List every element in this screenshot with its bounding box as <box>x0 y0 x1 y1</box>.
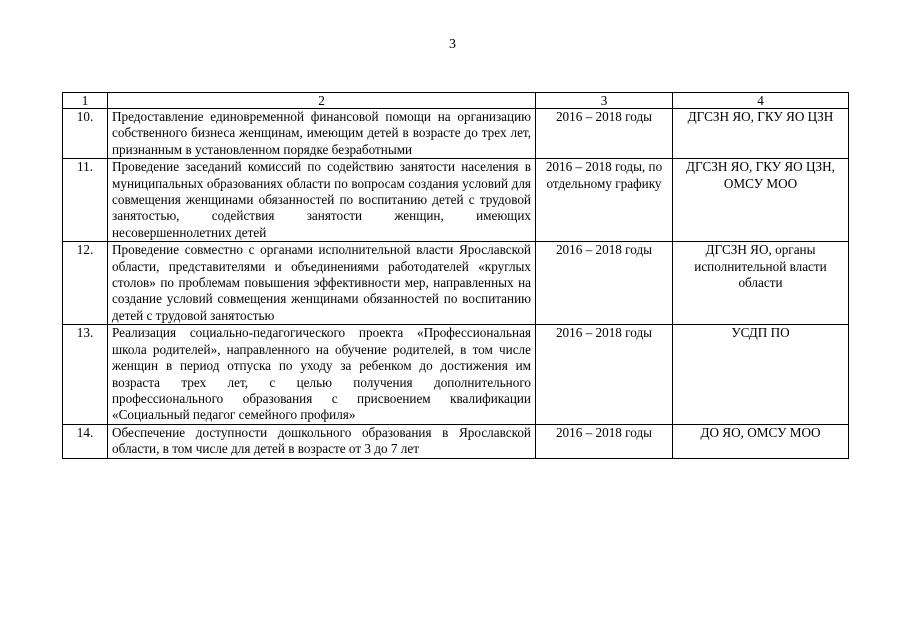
column-header-number: 1 <box>63 93 108 109</box>
responsible-executor: ДГСЗН ЯО, ГКУ ЯО ЦЗН, ОМСУ МОО <box>673 159 849 242</box>
row-number: 10. <box>63 109 108 159</box>
table-row <box>63 109 849 159</box>
responsible-executor: УСДП ПО <box>673 325 849 424</box>
row-number: 11. <box>63 159 108 242</box>
table-row <box>63 242 849 325</box>
implementation-period: 2016 – 2018 годы, по отдельному графику <box>536 159 673 242</box>
measures-table <box>62 92 849 459</box>
implementation-period: 2016 – 2018 годы <box>536 424 673 458</box>
measure-description: Обеспечение доступности дошкольного образования в Ярославской области, в том числе для детей в возрасте от 3 до 7 лет <box>108 424 536 458</box>
page-number: 3 <box>449 37 456 52</box>
responsible-executor: ДГСЗН ЯО, ГКУ ЯО ЦЗН <box>673 109 849 159</box>
implementation-period: 2016 – 2018 годы <box>536 325 673 424</box>
column-header-executor: 4 <box>673 93 849 109</box>
column-header-period: 3 <box>536 93 673 109</box>
measure-description: Проведение заседаний комиссий по содействию занятости населения в муниципальных образованиях области по вопросам создания условий для совмещения женщинами обязанностей по воспитанию детей с трудовой занятостью, содействия занятости женщин, имеющих несовершеннолетних детей <box>108 159 536 242</box>
responsible-executor: ДО ЯО, ОМСУ МОО <box>673 424 849 458</box>
implementation-period: 2016 – 2018 годы <box>536 109 673 159</box>
responsible-executor: ДГСЗН ЯО, органы исполнительной власти области <box>673 242 849 325</box>
table-row <box>63 325 849 424</box>
row-number: 14. <box>63 424 108 458</box>
table-row <box>63 424 849 458</box>
table-row <box>63 159 849 242</box>
implementation-period: 2016 – 2018 годы <box>536 242 673 325</box>
measure-description: Предоставление единовременной финансовой помощи на организацию собственного бизнеса женщинам, имеющим детей в возрасте до трех лет, признанным в установленном порядке безработными <box>108 109 536 159</box>
measure-description: Реализация социально-педагогического проекта «Профессиональная школа родителей», направленного на обучение родителей, в том числе женщин в период отпуска по уходу за ребенком до достижения им возраста трех лет, с целью получения дополнительного профессионального образования с присвоением квалификации «Социальный педагог семейного профиля» <box>108 325 536 424</box>
column-header-measure: 2 <box>108 93 536 109</box>
measure-description: Проведение совместно с органами исполнительной власти Ярославской области, представителями и объединениями работодателей «круглых столов» по проблемам повышения эффективности мер, направленных на создание условий совмещения женщинами обязанностей по воспитанию детей с трудовой занятостью <box>108 242 536 325</box>
row-number: 12. <box>63 242 108 325</box>
row-number: 13. <box>63 325 108 424</box>
table-header-row <box>63 93 849 109</box>
